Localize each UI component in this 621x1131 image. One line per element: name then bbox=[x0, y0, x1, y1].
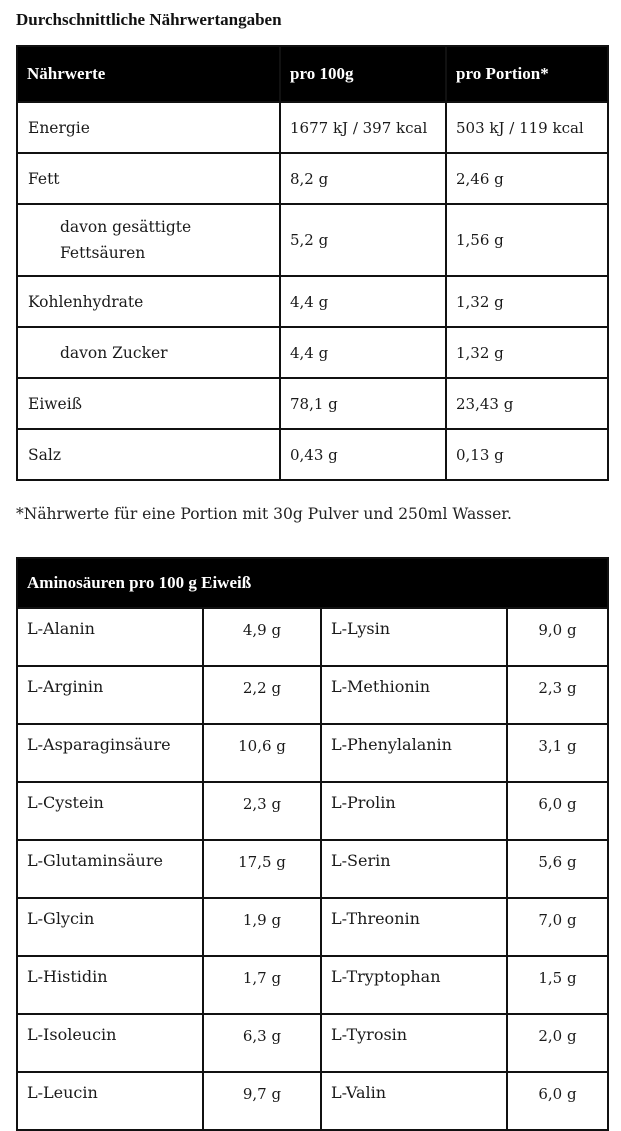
amino-acid-value: 2,3 g bbox=[507, 666, 608, 724]
header-naehrwerte: Nährwerte bbox=[17, 46, 280, 102]
amino-acid-name: L-Tryptophan bbox=[321, 956, 507, 1014]
amino-acid-value: 2,3 g bbox=[203, 782, 321, 840]
table-row bbox=[17, 429, 608, 480]
table-row bbox=[17, 102, 608, 153]
table-row bbox=[17, 327, 608, 378]
amino-acid-value: 10,6 g bbox=[203, 724, 321, 782]
amino-acid-name: L-Cystein bbox=[17, 782, 203, 840]
amino-acid-name: L-Glycin bbox=[17, 898, 203, 956]
value-per-100g: 0,43 g bbox=[280, 429, 446, 480]
table-row bbox=[17, 724, 608, 782]
amino-acid-name: L-Methionin bbox=[321, 666, 507, 724]
amino-acid-name: L-Arginin bbox=[17, 666, 203, 724]
amino-acid-value: 6,3 g bbox=[203, 1014, 321, 1072]
amino-acid-value: 5,6 g bbox=[507, 840, 608, 898]
amino-acid-name: L-Serin bbox=[321, 840, 507, 898]
value-per-100g: 1677 kJ / 397 kcal bbox=[280, 102, 446, 153]
amino-acid-name: L-Alanin bbox=[17, 608, 203, 666]
amino-acid-name: L-Valin bbox=[321, 1072, 507, 1130]
nutrient-label: Kohlenhydrate bbox=[17, 276, 280, 327]
amino-acid-value: 1,5 g bbox=[507, 956, 608, 1014]
amino-acid-name: L-Leucin bbox=[17, 1072, 203, 1130]
amino-acid-value: 17,5 g bbox=[203, 840, 321, 898]
value-per-portion: 23,43 g bbox=[446, 378, 608, 429]
table-row bbox=[17, 840, 608, 898]
nutrient-label: Energie bbox=[17, 102, 280, 153]
amino-acid-name: L-Tyrosin bbox=[321, 1014, 507, 1072]
table-row bbox=[17, 153, 608, 204]
nutrition-header-row bbox=[17, 46, 608, 102]
table-row bbox=[17, 608, 608, 666]
amino-acid-name: L-Phenylalanin bbox=[321, 724, 507, 782]
table-row bbox=[17, 204, 608, 276]
amino-acid-name: L-Lysin bbox=[321, 608, 507, 666]
amino-acid-value: 7,0 g bbox=[507, 898, 608, 956]
value-per-100g: 8,2 g bbox=[280, 153, 446, 204]
table-row bbox=[17, 666, 608, 724]
amino-table-title: Aminosäuren pro 100 g Eiweiß bbox=[17, 558, 608, 608]
nutrient-label: Fett bbox=[17, 153, 280, 204]
value-per-portion: 0,13 g bbox=[446, 429, 608, 480]
value-per-portion: 1,56 g bbox=[446, 204, 608, 276]
table-row bbox=[17, 898, 608, 956]
nutrient-label: Salz bbox=[17, 429, 280, 480]
amino-acid-value: 6,0 g bbox=[507, 782, 608, 840]
table-row bbox=[17, 956, 608, 1014]
amino-acid-name: L-Isoleucin bbox=[17, 1014, 203, 1072]
value-per-100g: 5,2 g bbox=[280, 204, 446, 276]
value-per-100g: 78,1 g bbox=[280, 378, 446, 429]
value-per-100g: 4,4 g bbox=[280, 276, 446, 327]
header-pro-100g: pro 100g bbox=[280, 46, 446, 102]
table-row bbox=[17, 782, 608, 840]
amino-acid-value: 9,7 g bbox=[203, 1072, 321, 1130]
amino-acid-name: L-Prolin bbox=[321, 782, 507, 840]
nutrition-heading: Durchschnittliche Nährwertangaben bbox=[16, 10, 282, 29]
amino-acid-value: 1,7 g bbox=[203, 956, 321, 1014]
nutrition-table bbox=[16, 45, 609, 481]
amino-acid-name: L-Threonin bbox=[321, 898, 507, 956]
amino-acid-value: 1,9 g bbox=[203, 898, 321, 956]
table-row bbox=[17, 1072, 608, 1130]
amino-header-row bbox=[17, 558, 608, 608]
value-per-portion: 1,32 g bbox=[446, 276, 608, 327]
amino-acid-value: 2,0 g bbox=[507, 1014, 608, 1072]
nutrition-footnote: *Nährwerte für eine Portion mit 30g Pulver und 250ml Wasser. bbox=[16, 505, 512, 523]
amino-acid-value: 6,0 g bbox=[507, 1072, 608, 1130]
amino-acid-value: 4,9 g bbox=[203, 608, 321, 666]
amino-acid-name: L-Asparaginsäure bbox=[17, 724, 203, 782]
amino-acid-name: L-Glutaminsäure bbox=[17, 840, 203, 898]
value-per-portion: 1,32 g bbox=[446, 327, 608, 378]
header-pro-portion: pro Portion* bbox=[446, 46, 608, 102]
table-row bbox=[17, 378, 608, 429]
amino-acid-value: 9,0 g bbox=[507, 608, 608, 666]
value-per-portion: 2,46 g bbox=[446, 153, 608, 204]
amino-acid-table bbox=[16, 557, 609, 1131]
nutrient-label: davon gesättigte Fettsäuren bbox=[17, 204, 280, 276]
table-row bbox=[17, 1014, 608, 1072]
value-per-100g: 4,4 g bbox=[280, 327, 446, 378]
amino-acid-value: 3,1 g bbox=[507, 724, 608, 782]
nutrient-label: Eiweiß bbox=[17, 378, 280, 429]
table-row bbox=[17, 276, 608, 327]
amino-acid-name: L-Histidin bbox=[17, 956, 203, 1014]
amino-acid-value: 2,2 g bbox=[203, 666, 321, 724]
nutrient-label: davon Zucker bbox=[17, 327, 280, 378]
value-per-portion: 503 kJ / 119 kcal bbox=[446, 102, 608, 153]
